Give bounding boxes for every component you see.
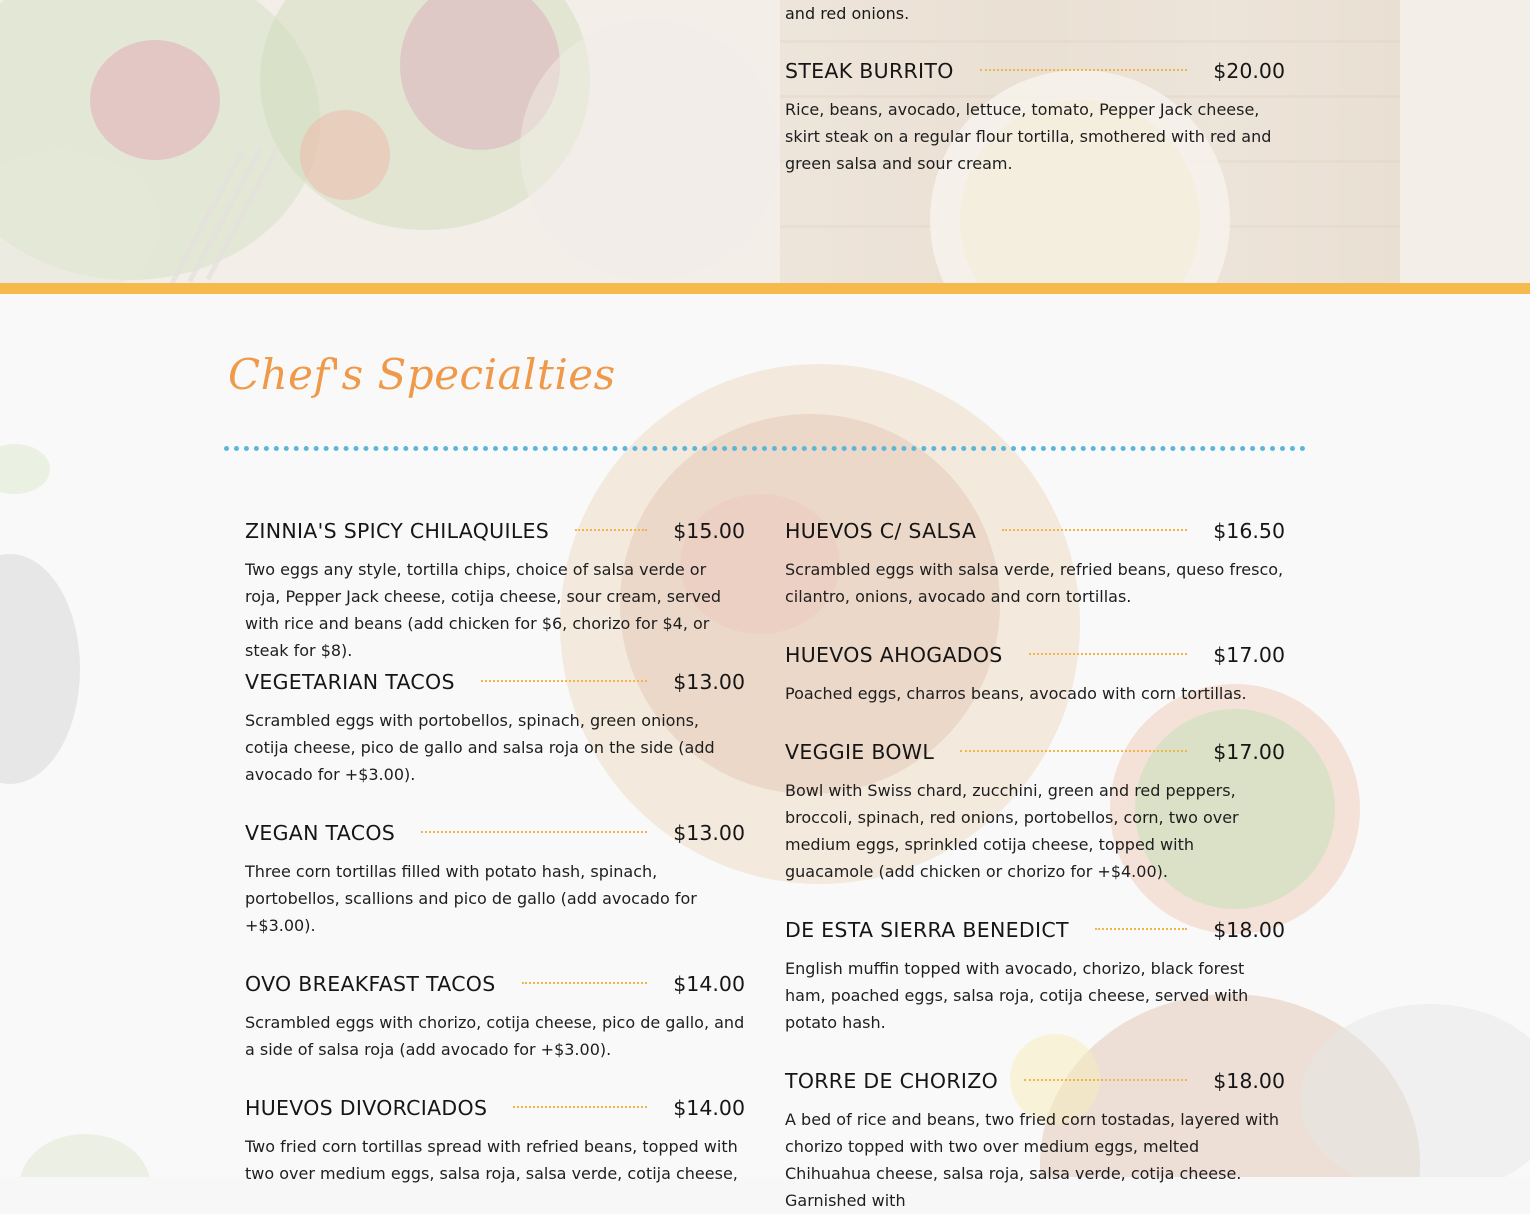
dot-leader: [575, 529, 647, 531]
menu-item: [245, 1094, 745, 1187]
dot-leader: [1002, 529, 1187, 531]
menu-item: [245, 819, 745, 939]
menu-item: [245, 517, 745, 664]
menu-item-name: TORRE DE CHORIZO: [785, 1069, 999, 1093]
menu-item-description: Rice, beans, avocado, lettuce, tomato, Pepper Jack cheese, skirt steak on a regular flour tortilla, smothered with red and green salsa and sour cream.: [785, 100, 1272, 173]
menu-item: [785, 738, 1285, 885]
dot-leader: [421, 831, 647, 833]
menu-item-name: HUEVOS AHOGADOS: [785, 643, 1003, 667]
menu-item: [785, 57, 1285, 177]
chef-specialties-background: [0, 294, 1530, 1177]
menu-item-price: $17.00: [1213, 643, 1285, 667]
top-menu-section: [0, 0, 1530, 283]
menu-item: [785, 1067, 1285, 1214]
dot-leader: [1024, 1079, 1187, 1081]
menu-item-price: $16.50: [1213, 519, 1285, 543]
menu-item-price: $17.00: [1213, 740, 1285, 764]
menu-item-description: Three corn tortillas filled with potato hash, spinach, portobellos, scallions and pico de gallo (add avocado for +$3.00).: [245, 862, 697, 935]
menu-item-name: STEAK BURRITO: [785, 59, 954, 83]
menu-item-description: Bowl with Swiss chard, zucchini, green and red peppers, broccoli, spinach, red onions, portobellos, corn, two over medium eggs, sprinkled cotija cheese, topped with guacamole (add chicken or chorizo for +$4.00).: [785, 781, 1239, 881]
menu-item-name: HUEVOS C/ SALSA: [785, 519, 977, 543]
dot-leader: [481, 680, 647, 682]
menu-item: [785, 641, 1285, 707]
menu-item-name: VEGAN TACOS: [245, 821, 396, 845]
menu-item-name: ZINNIA'S SPICY CHILAQUILES: [245, 519, 550, 543]
menu-item-description: Poached eggs, charros beans, avocado with corn tortillas.: [785, 684, 1247, 703]
section-divider-bar: [0, 283, 1530, 294]
menu-item-description: Scrambled eggs with portobellos, spinach, green onions, cotija cheese, pico de gallo and salsa roja on the side (add avocado for +$3.00).: [245, 711, 715, 784]
menu-item-name: HUEVOS DIVORCIADOS: [245, 1096, 488, 1120]
menu-item-price: $13.00: [673, 821, 745, 845]
menu-item-description: Scrambled eggs with salsa verde, refried beans, queso fresco, cilantro, onions, avocado and corn tortillas.: [785, 560, 1284, 606]
section-title: Chef's Specialties: [228, 350, 616, 399]
dot-leader: [980, 69, 1188, 71]
menu-item: [785, 517, 1285, 610]
menu-item: [245, 668, 745, 788]
menu-item-description: and red onions.: [785, 4, 910, 23]
dot-leader: [513, 1106, 647, 1108]
menu-item-name: VEGGIE BOWL: [785, 740, 935, 764]
menu-item-description: English muffin topped with avocado, chorizo, black forest ham, poached eggs, salsa roja, cotija cheese, served with potato hash.: [785, 959, 1249, 1032]
menu-item-name: VEGETARIAN TACOS: [245, 670, 455, 694]
menu-item: [245, 970, 745, 1063]
menu-item-price: $18.00: [1213, 918, 1285, 942]
dot-leader: [1095, 928, 1187, 930]
menu-item-description: Two fried corn tortillas spread with refried beans, topped with two over medium eggs, salsa roja, salsa verde, cotija cheese,: [245, 1137, 738, 1183]
menu-item-price: $20.00: [1213, 59, 1285, 83]
menu-item-price: $14.00: [673, 972, 745, 996]
menu-item-price: $14.00: [673, 1096, 745, 1120]
dot-leader: [1029, 653, 1188, 655]
menu-item-description: A bed of rice and beans, two fried corn tostadas, layered with chorizo topped with two over medium eggs, melted Chihuahua cheese, salsa roja, salsa verde, cotija cheese. Garnished with: [785, 1110, 1280, 1210]
menu-item-price: $13.00: [673, 670, 745, 694]
menu-item-price: $18.00: [1213, 1069, 1285, 1093]
menu-item-name: OVO BREAKFAST TACOS: [245, 972, 496, 996]
title-divider: [224, 446, 1306, 451]
dot-leader: [960, 750, 1187, 752]
menu-item-name: DE ESTA SIERRA BENEDICT: [785, 918, 1069, 942]
dot-leader: [522, 982, 648, 984]
menu-item: [785, 916, 1285, 1036]
menu-item-description: Two eggs any style, tortilla chips, choice of salsa verde or roja, Pepper Jack cheese, cotija cheese, sour cream, served with rice and beans (add chicken for $6, chorizo for $4, or steak for $8).: [245, 560, 722, 660]
menu-item-price: $15.00: [673, 519, 745, 543]
menu-item-description: Scrambled eggs with chorizo, cotija cheese, pico de gallo, and a side of salsa roja (add avocado for +$3.00).: [245, 1013, 745, 1059]
